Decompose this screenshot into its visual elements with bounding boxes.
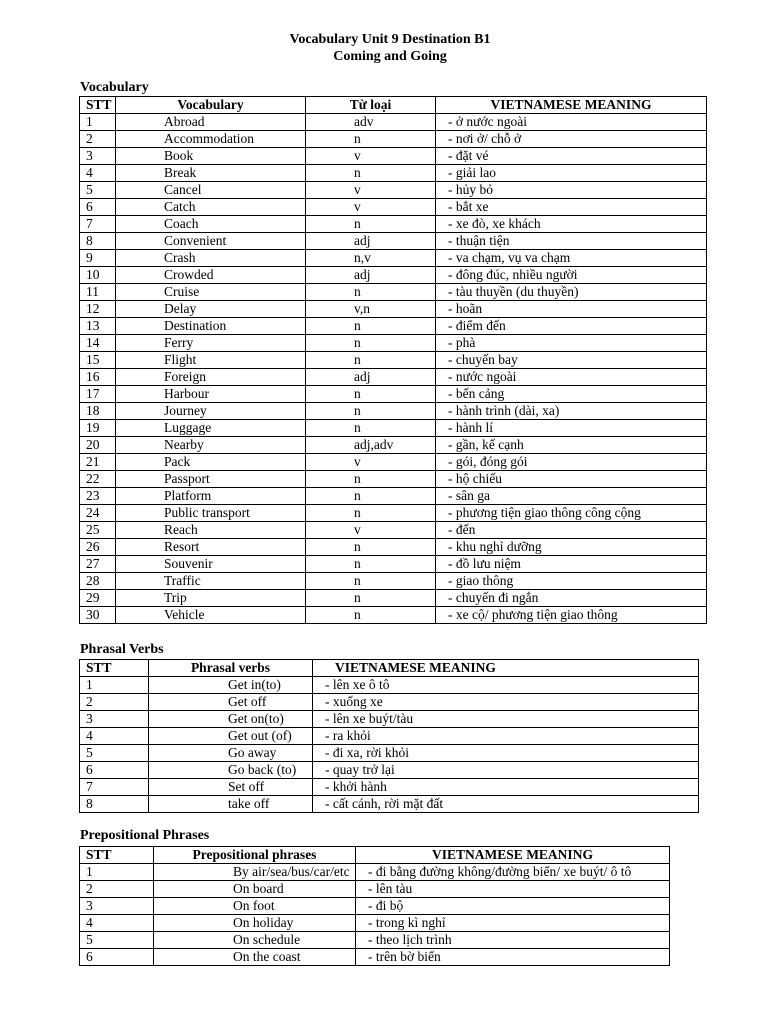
row-number: 3 [80, 711, 149, 728]
vocabulary-word: Catch [116, 199, 306, 216]
vietnamese-meaning: - lên xe buýt/tàu [313, 711, 699, 728]
phrasal-verb: Go back (to) [149, 762, 313, 779]
vocabulary-word: Book [116, 148, 306, 165]
table-row [80, 796, 699, 813]
vocabulary-word: Cruise [116, 284, 306, 301]
word-type: n [306, 573, 436, 590]
vocabulary-word: Traffic [116, 573, 306, 590]
vietnamese-meaning: - thuận tiện [436, 233, 707, 250]
col-header-word-type: Từ loại [306, 97, 436, 114]
row-number: 24 [80, 505, 116, 522]
table-row [80, 573, 707, 590]
vietnamese-meaning: - va chạm, vụ va chạm [436, 250, 707, 267]
table-row [80, 471, 707, 488]
vocabulary-word: Journey [116, 403, 306, 420]
row-number: 18 [80, 403, 116, 420]
vietnamese-meaning: - đến [436, 522, 707, 539]
phrasal-verb: Get in(to) [149, 677, 313, 694]
vocabulary-word: Coach [116, 216, 306, 233]
table-row [80, 148, 707, 165]
row-number: 13 [80, 318, 116, 335]
vietnamese-meaning: - ở nước ngoài [436, 114, 707, 131]
word-type: adv [306, 114, 436, 131]
row-number: 4 [80, 728, 149, 745]
word-type: n [306, 539, 436, 556]
vocabulary-word: Resort [116, 539, 306, 556]
vocabulary-header-row [80, 97, 707, 114]
vietnamese-meaning: - tàu thuyền (du thuyền) [436, 284, 707, 301]
table-row [80, 352, 707, 369]
word-type: v [306, 199, 436, 216]
phrasal-verb: Get off [149, 694, 313, 711]
vocabulary-word: Delay [116, 301, 306, 318]
word-type: v,n [306, 301, 436, 318]
word-type: n [306, 556, 436, 573]
word-type: v [306, 522, 436, 539]
row-number: 5 [80, 932, 154, 949]
word-type: n [306, 590, 436, 607]
vocabulary-word: Ferry [116, 335, 306, 352]
row-number: 26 [80, 539, 116, 556]
vietnamese-meaning: - hộ chiếu [436, 471, 707, 488]
table-row [80, 539, 707, 556]
vietnamese-meaning: - đồ lưu niệm [436, 556, 707, 573]
row-number: 3 [80, 148, 116, 165]
prepositional-phrase: On the coast [154, 949, 356, 966]
vietnamese-meaning: - cất cánh, rời mặt đất [313, 796, 699, 813]
vietnamese-meaning: - nước ngoài [436, 369, 707, 386]
vocabulary-word: Vehicle [116, 607, 306, 624]
vocabulary-word: Crowded [116, 267, 306, 284]
vocabulary-word: Luggage [116, 420, 306, 437]
vocabulary-word: Break [116, 165, 306, 182]
row-number: 14 [80, 335, 116, 352]
vietnamese-meaning: - đi bộ [356, 898, 670, 915]
table-row [80, 335, 707, 352]
word-type: n [306, 216, 436, 233]
col-header-meaning: VIETNAMESE MEANING [436, 97, 707, 114]
vietnamese-meaning: - sân ga [436, 488, 707, 505]
table-row [80, 915, 670, 932]
prepositional-phrase: By air/sea/bus/car/etc [154, 864, 356, 881]
table-row [80, 728, 699, 745]
phrasal-header-row [80, 660, 699, 677]
table-row [80, 711, 699, 728]
word-type: v [306, 148, 436, 165]
vocabulary-word: Nearby [116, 437, 306, 454]
phrasal-verb: take off [149, 796, 313, 813]
row-number: 6 [80, 199, 116, 216]
row-number: 1 [80, 114, 116, 131]
vietnamese-meaning: - chuyến đi ngắn [436, 590, 707, 607]
word-type: adj [306, 369, 436, 386]
vietnamese-meaning: - ra khỏi [313, 728, 699, 745]
vietnamese-meaning: - điểm đến [436, 318, 707, 335]
prepositional-phrase: On schedule [154, 932, 356, 949]
row-number: 6 [80, 762, 149, 779]
vocabulary-word: Abroad [116, 114, 306, 131]
word-type: n [306, 352, 436, 369]
table-row [80, 556, 707, 573]
table-row [80, 505, 707, 522]
vietnamese-meaning: - quay trở lại [313, 762, 699, 779]
row-number: 2 [80, 131, 116, 148]
table-row [80, 779, 699, 796]
row-number: 4 [80, 915, 154, 932]
table-row [80, 437, 707, 454]
vocabulary-word: Passport [116, 471, 306, 488]
prepositional-phrases-table [79, 846, 670, 966]
row-number: 20 [80, 437, 116, 454]
vietnamese-meaning: - hoãn [436, 301, 707, 318]
vietnamese-meaning: - phà [436, 335, 707, 352]
vietnamese-meaning: - giao thông [436, 573, 707, 590]
row-number: 17 [80, 386, 116, 403]
row-number: 23 [80, 488, 116, 505]
vocabulary-word: Destination [116, 318, 306, 335]
table-row [80, 131, 707, 148]
col-header-vocabulary: Vocabulary [116, 97, 306, 114]
row-number: 28 [80, 573, 116, 590]
row-number: 11 [80, 284, 116, 301]
word-type: v [306, 454, 436, 471]
table-row [80, 199, 707, 216]
col-header-stt: STT [80, 847, 154, 864]
row-number: 1 [80, 864, 154, 881]
word-type: n [306, 386, 436, 403]
row-number: 27 [80, 556, 116, 573]
table-row [80, 250, 707, 267]
vietnamese-meaning: - bắt xe [436, 199, 707, 216]
table-row [80, 114, 707, 131]
vocabulary-word: Convenient [116, 233, 306, 250]
vietnamese-meaning: - theo lịch trình [356, 932, 670, 949]
row-number: 25 [80, 522, 116, 539]
table-row [80, 745, 699, 762]
table-row [80, 165, 707, 182]
vietnamese-meaning: - xe đò, xe khách [436, 216, 707, 233]
vietnamese-meaning: - khởi hành [313, 779, 699, 796]
table-row [80, 318, 707, 335]
vietnamese-meaning: - gần, kế cạnh [436, 437, 707, 454]
prepositional-phrase: On board [154, 881, 356, 898]
word-type: adj [306, 267, 436, 284]
vietnamese-meaning: - bến cảng [436, 386, 707, 403]
word-type: n [306, 488, 436, 505]
row-number: 7 [80, 779, 149, 796]
vietnamese-meaning: - chuyến bay [436, 352, 707, 369]
vietnamese-meaning: - lên xe ô tô [313, 677, 699, 694]
table-row [80, 420, 707, 437]
word-type: v [306, 182, 436, 199]
table-row [80, 932, 670, 949]
vietnamese-meaning: - hành trình (dài, xa) [436, 403, 707, 420]
vietnamese-meaning: - lên tàu [356, 881, 670, 898]
table-row [80, 284, 707, 301]
row-number: 8 [80, 796, 149, 813]
vocabulary-word: Foreign [116, 369, 306, 386]
vietnamese-meaning: - giải lao [436, 165, 707, 182]
prep-header-row [80, 847, 670, 864]
table-row [80, 182, 707, 199]
vocabulary-word: Trip [116, 590, 306, 607]
prepositional-phrases-heading: Prepositional Phrases [80, 828, 210, 843]
table-row [80, 607, 707, 624]
row-number: 15 [80, 352, 116, 369]
table-row [80, 677, 699, 694]
vocabulary-word: Reach [116, 522, 306, 539]
vocabulary-word: Crash [116, 250, 306, 267]
row-number: 10 [80, 267, 116, 284]
word-type: adj [306, 233, 436, 250]
table-row [80, 762, 699, 779]
row-number: 22 [80, 471, 116, 488]
phrasal-verb: Go away [149, 745, 313, 762]
table-row [80, 522, 707, 539]
vietnamese-meaning: - đi xa, rời khỏi [313, 745, 699, 762]
row-number: 19 [80, 420, 116, 437]
document-title: Vocabulary Unit 9 Destination B1 [289, 32, 491, 47]
col-header-meaning: VIETNAMESE MEANING [356, 847, 670, 864]
vietnamese-meaning: - xuống xe [313, 694, 699, 711]
word-type: n [306, 318, 436, 335]
table-row [80, 233, 707, 250]
col-header-phrasal-verbs: Phrasal verbs [149, 660, 313, 677]
document-title-block [0, 31, 768, 65]
vietnamese-meaning: - đông đúc, nhiều người [436, 267, 707, 284]
vocabulary-word: Public transport [116, 505, 306, 522]
phrasal-verb: Get on(to) [149, 711, 313, 728]
row-number: 5 [80, 745, 149, 762]
row-number: 7 [80, 216, 116, 233]
vietnamese-meaning: - trên bờ biển [356, 949, 670, 966]
col-header-stt: STT [80, 660, 149, 677]
table-row [80, 403, 707, 420]
row-number: 4 [80, 165, 116, 182]
word-type: n,v [306, 250, 436, 267]
word-type: n [306, 505, 436, 522]
row-number: 3 [80, 898, 154, 915]
table-row [80, 301, 707, 318]
prepositional-phrase: On holiday [154, 915, 356, 932]
vietnamese-meaning: - hành lí [436, 420, 707, 437]
phrasal-verb: Set off [149, 779, 313, 796]
table-row [80, 216, 707, 233]
vietnamese-meaning: - đặt vé [436, 148, 707, 165]
word-type: n [306, 471, 436, 488]
vietnamese-meaning: - trong kì nghỉ [356, 915, 670, 932]
word-type: adj,adv [306, 437, 436, 454]
table-row [80, 949, 670, 966]
word-type: n [306, 131, 436, 148]
vocabulary-table [79, 96, 707, 624]
table-row [80, 488, 707, 505]
col-header-meaning: VIETNAMESE MEANING [313, 660, 699, 677]
row-number: 5 [80, 182, 116, 199]
row-number: 16 [80, 369, 116, 386]
vietnamese-meaning: - xe cộ/ phương tiện giao thông [436, 607, 707, 624]
vocabulary-word: Souvenir [116, 556, 306, 573]
prepositional-phrase: On foot [154, 898, 356, 915]
col-header-stt: STT [80, 97, 116, 114]
table-row [80, 369, 707, 386]
row-number: 30 [80, 607, 116, 624]
vietnamese-meaning: - gói, đóng gói [436, 454, 707, 471]
row-number: 21 [80, 454, 116, 471]
table-row [80, 881, 670, 898]
table-row [80, 267, 707, 284]
row-number: 29 [80, 590, 116, 607]
vietnamese-meaning: - nơi ở/ chỗ ở [436, 131, 707, 148]
row-number: 1 [80, 677, 149, 694]
vocabulary-word: Harbour [116, 386, 306, 403]
row-number: 12 [80, 301, 116, 318]
word-type: n [306, 403, 436, 420]
word-type: n [306, 335, 436, 352]
table-row [80, 454, 707, 471]
word-type: n [306, 420, 436, 437]
vietnamese-meaning: - hủy bỏ [436, 182, 707, 199]
table-row [80, 864, 670, 881]
col-header-prepositional-phrases: Prepositional phrases [154, 847, 356, 864]
vocabulary-heading: Vocabulary [80, 80, 149, 95]
phrasal-verb: Get out (of) [149, 728, 313, 745]
row-number: 9 [80, 250, 116, 267]
vocabulary-word: Cancel [116, 182, 306, 199]
vocabulary-word: Flight [116, 352, 306, 369]
vietnamese-meaning: - khu nghỉ dưỡng [436, 539, 707, 556]
phrasal-verbs-heading: Phrasal Verbs [80, 642, 164, 657]
table-row [80, 694, 699, 711]
word-type: n [306, 284, 436, 301]
word-type: n [306, 165, 436, 182]
table-row [80, 590, 707, 607]
word-type: n [306, 607, 436, 624]
table-row [80, 386, 707, 403]
vietnamese-meaning: - đi bằng đường không/đường biển/ xe buýt/ ô tô [356, 864, 670, 881]
vietnamese-meaning: - phương tiện giao thông công cộng [436, 505, 707, 522]
row-number: 8 [80, 233, 116, 250]
document-subtitle: Coming and Going [333, 49, 447, 64]
row-number: 6 [80, 949, 154, 966]
vocabulary-word: Platform [116, 488, 306, 505]
row-number: 2 [80, 881, 154, 898]
phrasal-verbs-table [79, 659, 699, 813]
table-row [80, 898, 670, 915]
vocabulary-word: Accommodation [116, 131, 306, 148]
vocabulary-word: Pack [116, 454, 306, 471]
row-number: 2 [80, 694, 149, 711]
